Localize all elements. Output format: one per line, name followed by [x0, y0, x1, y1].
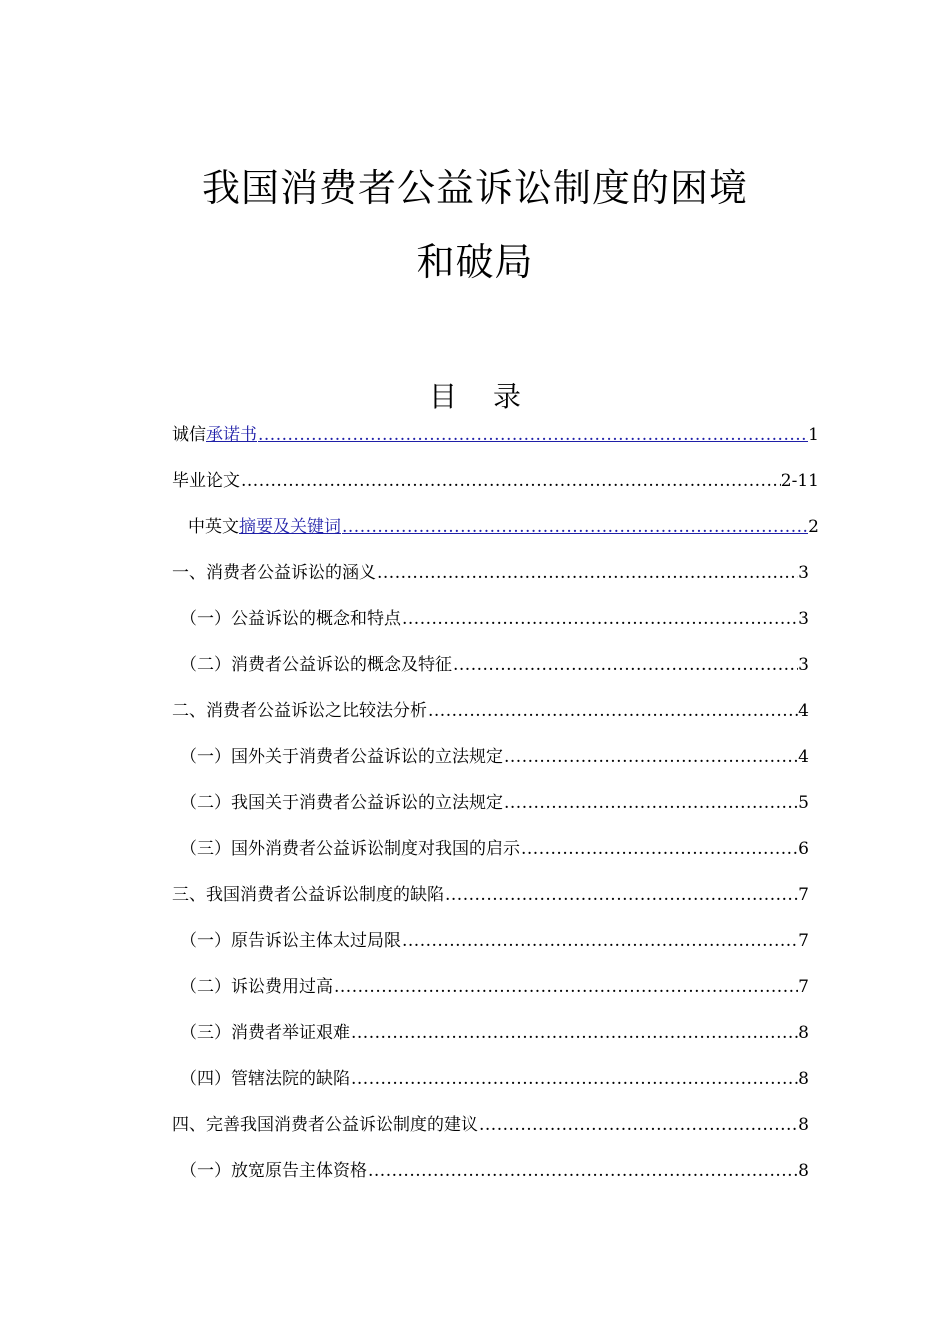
toc-leader-dots: [503, 792, 798, 814]
toc-heading-right: 录: [493, 380, 522, 413]
toc-entry-chapter-1[interactable]: [172, 562, 809, 584]
toc-entry-label: （二）消费者公益诉讼的概念及特征: [180, 655, 452, 675]
toc-entry-page: 8: [798, 1161, 809, 1181]
toc-entry-section-3-4[interactable]: [180, 1068, 809, 1090]
toc-entry-label: 四、完善我国消费者公益诉讼制度的建议: [172, 1115, 478, 1135]
toc-entry-label: （四）管辖法院的缺陷: [180, 1069, 350, 1089]
toc-leader-dots: [367, 1160, 798, 1182]
toc-entry-section-1-1[interactable]: [180, 608, 809, 630]
toc-entry-section-2-3[interactable]: [180, 838, 809, 860]
toc-entry-label: （三）国外消费者公益诉讼制度对我国的启示: [180, 839, 520, 859]
toc-entry-page: 2-11: [780, 471, 819, 491]
toc-entry-label: （二）我国关于消费者公益诉讼的立法规定: [180, 793, 503, 813]
toc-entry-label: （一）国外关于消费者公益诉讼的立法规定: [180, 747, 503, 767]
toc-entry-section-2-1[interactable]: [180, 746, 809, 768]
toc-leader-dots: [444, 884, 798, 906]
toc-entry-link[interactable]: 承诺书: [206, 425, 257, 445]
toc-entry-link[interactable]: 摘要及关键词: [239, 517, 341, 537]
toc-entry-page: 1: [808, 425, 819, 445]
toc-leader-dots: [240, 470, 781, 492]
toc-entry-section-2-2[interactable]: [180, 792, 809, 814]
toc-entry-page: 4: [798, 747, 809, 767]
toc-entry-section-3-1[interactable]: [180, 930, 809, 952]
toc-entry-page: 8: [798, 1023, 809, 1043]
toc-entry-abstract[interactable]: [188, 516, 819, 538]
toc-leader-dots: [520, 838, 798, 860]
document-title-line-1: 我国消费者公益诉讼制度的困境: [201, 166, 748, 210]
toc-entry-label: 诚信: [172, 425, 206, 445]
toc-entry-label: 中英文: [188, 517, 239, 537]
toc-leader-dots: [257, 424, 808, 446]
toc-entry-page: 7: [798, 931, 809, 951]
toc-entry-chapter-4[interactable]: [172, 1114, 809, 1136]
toc-entry-page: 8: [798, 1069, 809, 1089]
toc-entry-page: 3: [798, 609, 809, 629]
toc-leader-dots: [452, 654, 798, 676]
toc-entry-section-4-1[interactable]: [180, 1160, 809, 1182]
toc-entry-label: 毕业论文: [172, 471, 240, 491]
toc-entry-label: （一）放宽原告主体资格: [180, 1161, 367, 1181]
toc-leader-dots: [350, 1068, 798, 1090]
toc-entry-label: 三、我国消费者公益诉讼制度的缺陷: [172, 885, 444, 905]
toc-entry-integrity-pledge[interactable]: [172, 424, 819, 446]
toc-entry-page: 7: [798, 977, 809, 997]
toc-entry-page: 7: [798, 885, 809, 905]
toc-entry-label: （一）原告诉讼主体太过局限: [180, 931, 401, 951]
toc-entry-thesis[interactable]: [172, 470, 819, 492]
toc-entry-section-3-3[interactable]: [180, 1022, 809, 1044]
toc-entry-section-1-2[interactable]: [180, 654, 809, 676]
toc-leader-dots: [401, 608, 798, 630]
toc-leader-dots: [478, 1114, 798, 1136]
toc-leader-dots: [427, 700, 798, 722]
toc-entry-label: 二、消费者公益诉讼之比较法分析: [172, 701, 427, 721]
toc-entry-label: （一）公益诉讼的概念和特点: [180, 609, 401, 629]
toc-leader-dots: [376, 562, 798, 584]
toc-leader-dots: [401, 930, 798, 952]
toc-entry-page: 3: [798, 563, 809, 583]
toc-entry-label: （三）消费者举证艰难: [180, 1023, 350, 1043]
toc-entry-page: 4: [798, 701, 809, 721]
toc-entry-page: 2: [808, 517, 819, 537]
toc-entry-chapter-3[interactable]: [172, 884, 809, 906]
toc-entry-page: 5: [798, 793, 809, 813]
toc-entry-section-3-2[interactable]: [180, 976, 809, 998]
toc-entry-label: 一、消费者公益诉讼的涵义: [172, 563, 376, 583]
toc-leader-dots: [333, 976, 798, 998]
toc-entry-chapter-2[interactable]: [172, 700, 809, 722]
toc-entry-label: （二）诉讼费用过高: [180, 977, 333, 997]
document-title-line-2: 和破局: [416, 240, 534, 284]
toc-entry-page: 8: [798, 1115, 809, 1135]
toc-entry-page: 3: [798, 655, 809, 675]
toc-leader-dots: [350, 1022, 798, 1044]
toc-entry-page: 6: [798, 839, 809, 859]
toc-leader-dots: [341, 516, 808, 538]
toc-leader-dots: [503, 746, 798, 768]
toc-heading-left: 目: [428, 380, 457, 413]
